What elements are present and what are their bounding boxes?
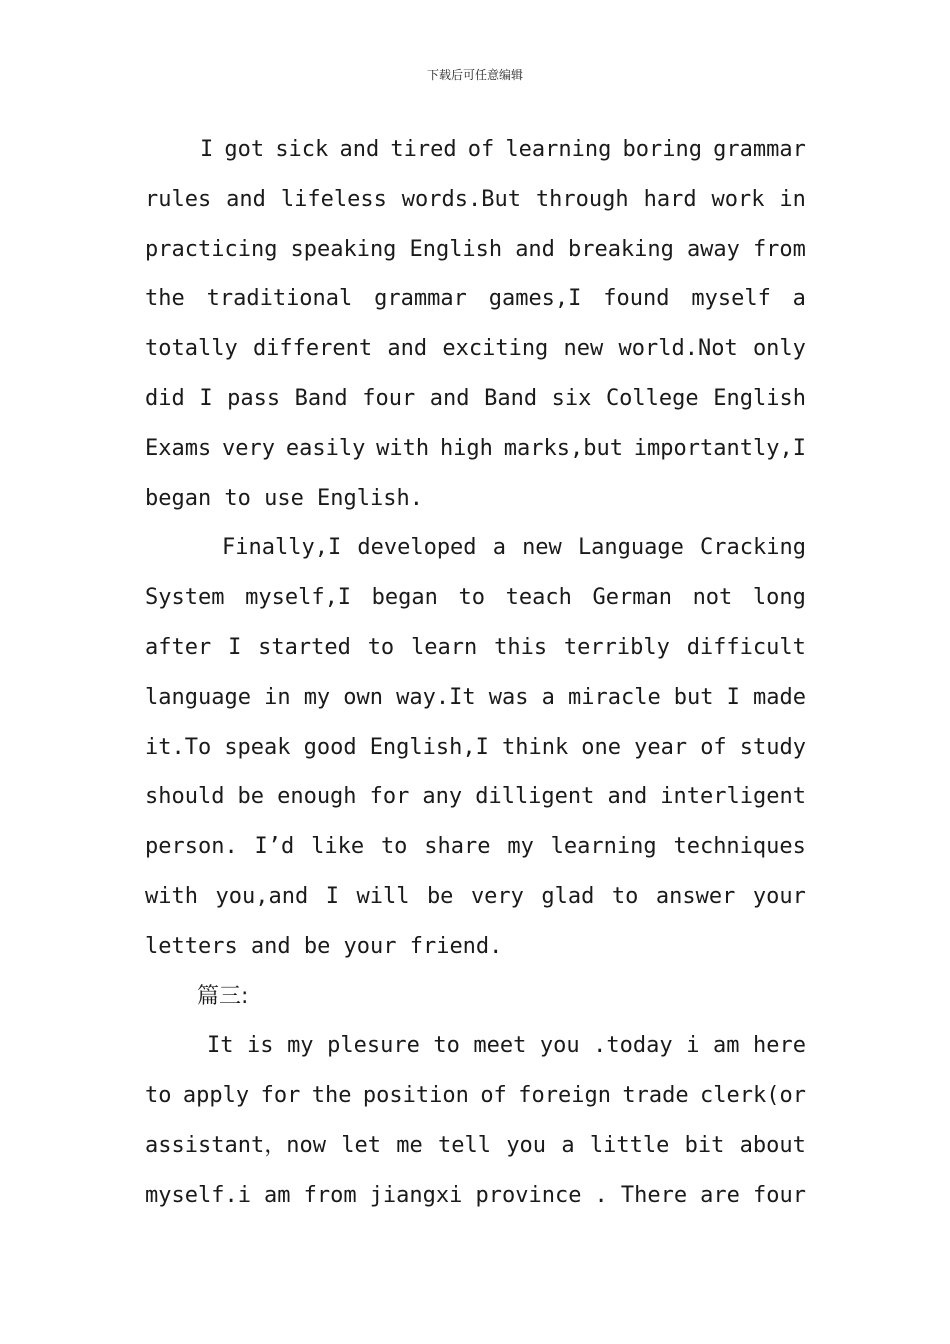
word: and bbox=[226, 186, 266, 212]
word: assistant，now bbox=[145, 1132, 326, 1158]
word: terribly bbox=[563, 634, 670, 660]
word: is bbox=[247, 1033, 274, 1059]
word: words.But bbox=[401, 186, 521, 212]
word: jiangxi bbox=[369, 1182, 463, 1208]
word: in bbox=[264, 684, 291, 710]
word: I bbox=[200, 137, 214, 162]
word: for bbox=[369, 784, 410, 810]
word: developed bbox=[357, 535, 477, 561]
word: little bbox=[589, 1132, 670, 1158]
word: miracle bbox=[567, 684, 661, 710]
word: and bbox=[339, 137, 380, 162]
word: to bbox=[611, 883, 639, 909]
word: language bbox=[145, 684, 251, 710]
word: grammar bbox=[374, 286, 467, 312]
word: practicing bbox=[145, 236, 278, 262]
word: tell bbox=[438, 1132, 492, 1158]
word: learn bbox=[411, 634, 478, 660]
word: of bbox=[700, 734, 727, 760]
text-line bbox=[145, 424, 806, 474]
word: from bbox=[752, 236, 806, 262]
word: province bbox=[475, 1182, 582, 1208]
text-line bbox=[145, 274, 806, 324]
word: foreign bbox=[518, 1083, 611, 1109]
word: enough bbox=[277, 784, 357, 810]
word: to bbox=[224, 485, 251, 511]
word: learning bbox=[550, 834, 657, 860]
word: very bbox=[470, 883, 524, 909]
word: are bbox=[700, 1182, 740, 1208]
word: but bbox=[673, 684, 714, 710]
word: did bbox=[145, 385, 185, 411]
word: It bbox=[207, 1033, 234, 1059]
word: I bbox=[726, 684, 740, 710]
word: tired bbox=[390, 137, 457, 162]
word: rules bbox=[145, 186, 212, 212]
word: lifeless bbox=[280, 186, 387, 212]
word: of bbox=[467, 137, 495, 162]
word: friend. bbox=[409, 933, 503, 959]
word: I bbox=[199, 385, 213, 411]
word: different bbox=[252, 336, 373, 362]
word: began bbox=[371, 585, 438, 611]
text-line bbox=[145, 225, 806, 275]
page-header: 下载后可任意编辑 bbox=[426, 68, 523, 82]
word: .today bbox=[593, 1033, 673, 1059]
word: be bbox=[237, 784, 265, 810]
word: am bbox=[712, 1033, 740, 1059]
word: after bbox=[145, 634, 212, 660]
text-line bbox=[145, 523, 806, 573]
word: grammar bbox=[713, 137, 806, 162]
word: to bbox=[145, 1083, 172, 1109]
word: was bbox=[488, 684, 529, 710]
word: myself.i bbox=[145, 1182, 251, 1208]
word: a bbox=[561, 1132, 575, 1158]
word: your bbox=[752, 883, 806, 909]
word: your bbox=[343, 933, 397, 959]
word: interligent bbox=[660, 784, 806, 810]
word: about bbox=[739, 1132, 806, 1158]
word: myself,I bbox=[245, 585, 352, 611]
word: think bbox=[501, 734, 569, 760]
text-line bbox=[145, 723, 806, 773]
text-line bbox=[145, 374, 806, 424]
word: with bbox=[145, 883, 198, 909]
text-line bbox=[145, 1021, 806, 1071]
word: in bbox=[779, 186, 806, 212]
word: letters bbox=[145, 933, 238, 959]
word: be bbox=[426, 883, 454, 909]
word: games,I bbox=[488, 286, 582, 312]
word: Finally,I bbox=[222, 535, 342, 561]
word: easily bbox=[285, 435, 366, 461]
word: you,and bbox=[215, 883, 309, 909]
word: made bbox=[753, 684, 806, 710]
word: speak bbox=[224, 734, 291, 760]
word: marks,but bbox=[503, 435, 623, 461]
word: dilligent bbox=[475, 784, 595, 810]
word: teach bbox=[505, 585, 572, 611]
text-line bbox=[145, 623, 806, 673]
word: English bbox=[409, 236, 503, 262]
word: position bbox=[362, 1083, 469, 1109]
word: bit bbox=[684, 1132, 725, 1158]
word: this bbox=[494, 634, 548, 660]
text-line bbox=[145, 125, 806, 175]
word: from bbox=[303, 1182, 357, 1208]
word: answer bbox=[655, 883, 736, 909]
word: and bbox=[607, 784, 648, 810]
text-line bbox=[145, 324, 806, 374]
word: pass bbox=[227, 385, 281, 411]
word: and bbox=[387, 336, 428, 362]
word: am bbox=[264, 1182, 291, 1208]
word: study bbox=[739, 734, 806, 760]
word: you bbox=[506, 1132, 547, 1158]
word: only bbox=[752, 336, 806, 362]
word: my bbox=[507, 834, 534, 860]
word: to bbox=[367, 634, 395, 660]
paragraph bbox=[145, 523, 806, 971]
text-line bbox=[145, 872, 806, 922]
text-line bbox=[145, 573, 806, 623]
word: and bbox=[429, 385, 470, 411]
word: trade bbox=[622, 1083, 689, 1109]
word: I bbox=[325, 883, 339, 909]
word: away bbox=[686, 236, 740, 262]
text-line bbox=[145, 673, 806, 723]
word: started bbox=[258, 634, 351, 660]
word: very bbox=[222, 435, 276, 461]
word: my bbox=[287, 1033, 314, 1059]
text-line bbox=[145, 1071, 806, 1121]
word: English. bbox=[317, 485, 424, 511]
word: meet bbox=[473, 1033, 527, 1059]
word: to bbox=[433, 1033, 460, 1059]
word: boring bbox=[622, 137, 703, 162]
paragraph bbox=[145, 1021, 806, 1220]
word: way.It bbox=[396, 684, 476, 710]
word: like bbox=[311, 834, 365, 860]
word: person. bbox=[145, 834, 238, 860]
word: let bbox=[341, 1132, 381, 1158]
word: Band bbox=[484, 385, 538, 411]
word: glad bbox=[541, 883, 595, 909]
word: use bbox=[264, 485, 304, 511]
word: new bbox=[563, 336, 604, 362]
word: English bbox=[713, 385, 806, 411]
paragraph bbox=[145, 125, 806, 523]
text-line bbox=[145, 175, 806, 225]
word: learning bbox=[505, 137, 612, 162]
text-line bbox=[145, 1121, 806, 1171]
word: to bbox=[380, 834, 408, 860]
word: own bbox=[343, 684, 384, 710]
text-line bbox=[145, 474, 806, 524]
word: hard bbox=[643, 186, 697, 212]
word: a bbox=[792, 286, 806, 312]
word: Language bbox=[577, 535, 684, 561]
word: began bbox=[145, 485, 212, 511]
word: techniques bbox=[673, 834, 806, 860]
word: high bbox=[439, 435, 493, 461]
word: new bbox=[522, 535, 562, 561]
word: breaking bbox=[567, 236, 674, 262]
word: I’d bbox=[254, 834, 295, 860]
word: good bbox=[303, 734, 357, 760]
word: and bbox=[250, 933, 291, 959]
word: importantly,I bbox=[633, 435, 806, 461]
word: . bbox=[594, 1182, 608, 1208]
word: you bbox=[539, 1033, 580, 1059]
word: me bbox=[396, 1132, 423, 1158]
word: through bbox=[535, 186, 629, 212]
word: German bbox=[592, 585, 672, 611]
word: four bbox=[362, 385, 416, 411]
word: a bbox=[492, 535, 506, 561]
word: to bbox=[458, 585, 486, 611]
word: speaking bbox=[290, 236, 397, 262]
word: the bbox=[311, 1083, 352, 1109]
word: got bbox=[224, 137, 265, 162]
word: totally bbox=[145, 336, 238, 362]
word: System bbox=[145, 585, 225, 611]
word: plesure bbox=[327, 1033, 420, 1059]
word: of bbox=[480, 1083, 507, 1109]
section-heading: 篇三: bbox=[197, 983, 249, 1009]
word: myself bbox=[691, 286, 771, 312]
word: sick bbox=[275, 137, 329, 162]
word: not bbox=[692, 585, 733, 611]
word: will bbox=[356, 883, 410, 909]
text-line bbox=[145, 1171, 806, 1221]
word: the bbox=[145, 286, 185, 312]
word: be bbox=[303, 933, 331, 959]
word: any bbox=[422, 784, 463, 810]
word: found bbox=[603, 286, 670, 312]
word: difficult bbox=[686, 634, 806, 660]
word: Exams bbox=[145, 435, 212, 461]
text-line bbox=[145, 772, 806, 822]
word: it.To bbox=[145, 734, 212, 760]
word: world.Not bbox=[618, 336, 738, 362]
word: Cracking bbox=[700, 535, 806, 561]
word: Band bbox=[294, 385, 348, 411]
word: my bbox=[303, 684, 331, 710]
word: English,I bbox=[369, 734, 489, 760]
word: I bbox=[228, 634, 242, 660]
word: here bbox=[753, 1033, 806, 1059]
word: There bbox=[620, 1182, 688, 1208]
word: year bbox=[634, 734, 688, 760]
word: i bbox=[686, 1033, 700, 1059]
word: and bbox=[515, 236, 555, 262]
word: for bbox=[260, 1083, 301, 1109]
word: a bbox=[541, 684, 555, 710]
text-line bbox=[145, 822, 806, 872]
word: long bbox=[752, 585, 806, 611]
text-line bbox=[145, 922, 806, 972]
word: College bbox=[605, 385, 699, 411]
word: with bbox=[376, 435, 430, 461]
document-body bbox=[145, 125, 806, 1221]
word: exciting bbox=[442, 336, 549, 362]
word: clerk(or bbox=[700, 1083, 806, 1109]
word: four bbox=[753, 1182, 806, 1208]
word: should bbox=[145, 784, 225, 810]
word: traditional bbox=[206, 286, 353, 312]
word: apply bbox=[182, 1083, 250, 1109]
word: share bbox=[424, 834, 491, 860]
word: six bbox=[551, 385, 592, 411]
word: work bbox=[711, 186, 765, 212]
word: one bbox=[581, 734, 622, 760]
